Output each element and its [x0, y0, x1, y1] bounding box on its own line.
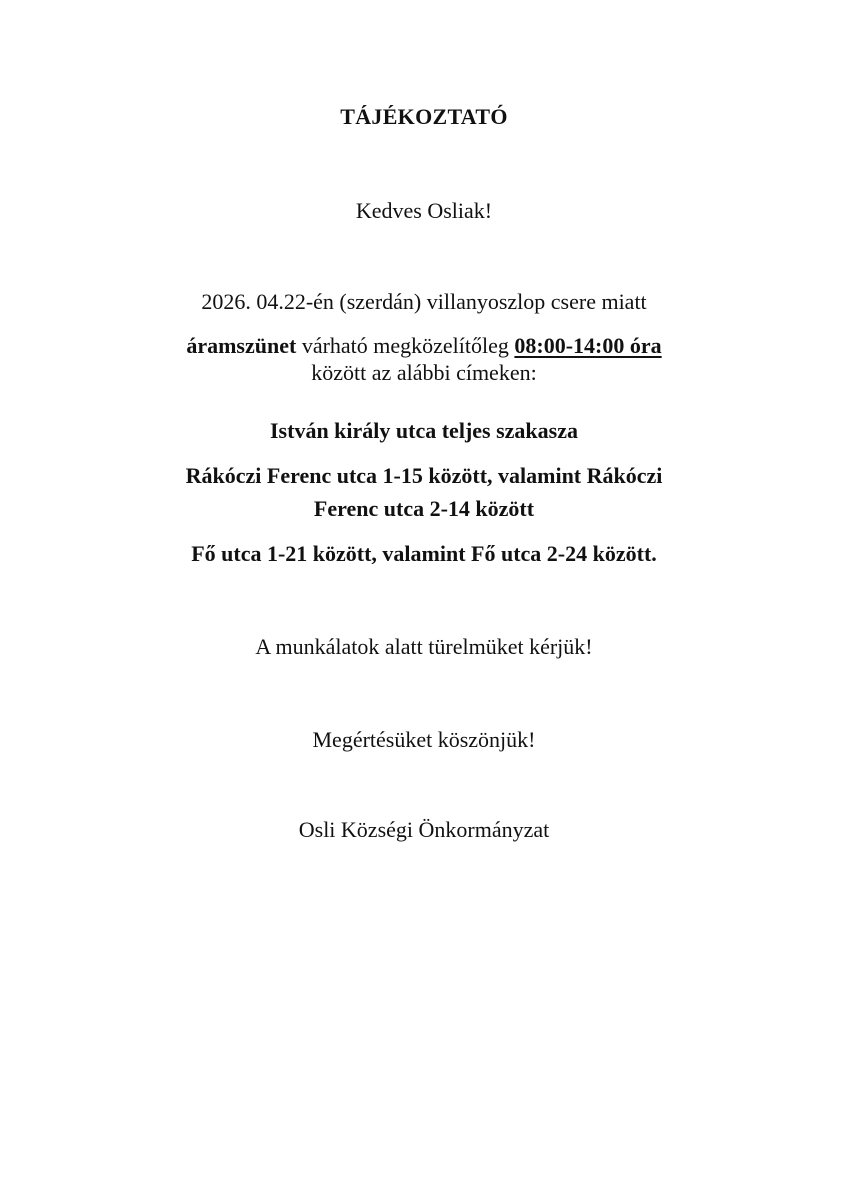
outage-word: áramszünet: [186, 333, 297, 358]
notice-line-1: 2026. 04.22-én (szerdán) villanyoszlop csere miatt: [201, 289, 647, 314]
notice-line-2-middle: várható megközelítőleg: [296, 333, 515, 358]
address-istvan-kiraly: István király utca teljes szakasza: [270, 418, 578, 443]
signature: Osli Községi Önkormányzat: [298, 817, 550, 842]
greeting: Kedves Osliak!: [355, 198, 493, 223]
notice-line-3: között az alábbi címeken:: [311, 360, 537, 385]
document-title: TÁJÉKOZTATÓ: [340, 104, 508, 129]
notice-line-2: [0, 333, 848, 359]
thanks-message: Megértésüket köszönjük!: [312, 727, 536, 752]
address-fo-utca: Fő utca 1-21 között, valamint Fő utca 2-24 között.: [191, 541, 657, 566]
address-rakoczi-line-2: Ferenc utca 2-14 között: [313, 496, 535, 521]
outage-time: 08:00-14:00 óra: [514, 333, 662, 358]
patience-message: A munkálatok alatt türelmüket kérjük!: [255, 634, 593, 659]
address-rakoczi-line-1: Rákóczi Ferenc utca 1-15 között, valamint Rákóczi: [185, 463, 663, 488]
